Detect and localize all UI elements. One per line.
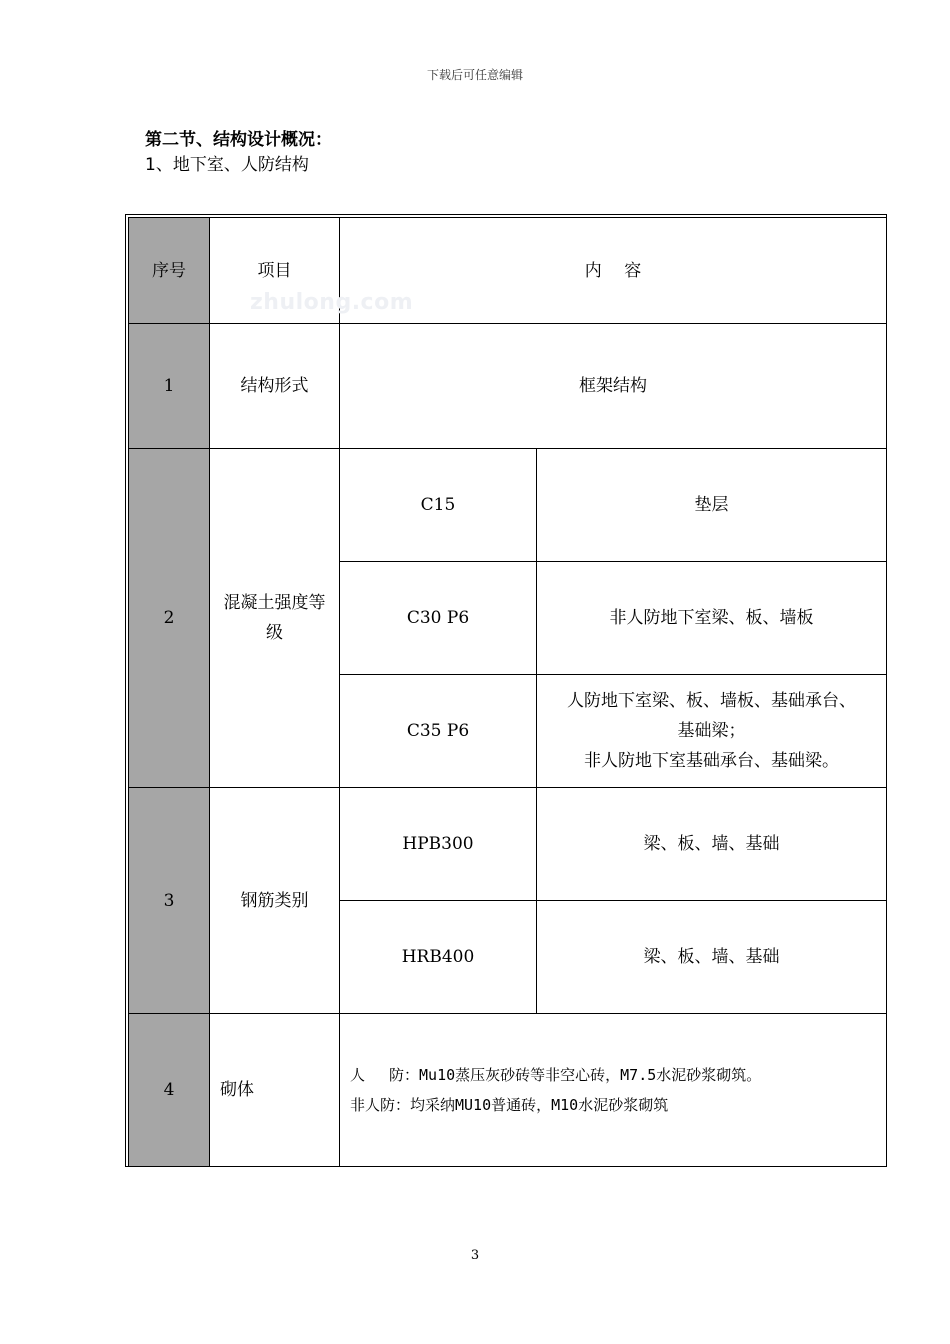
page-number: 3 [470, 1248, 480, 1263]
concrete-use [537, 675, 887, 788]
rebar-use [537, 788, 887, 901]
row-seq: 1 [129, 324, 210, 449]
concrete-use-line: 人防地下室梁、板、墙板、基础承台、 [567, 691, 856, 711]
table-row [129, 788, 887, 901]
concrete-use-line: 非人防地下室梁、板、墙板 [609, 608, 814, 628]
header-seq: 序号 [129, 218, 210, 324]
page-header-note: 下载后可任意编辑 [426, 68, 523, 82]
row-item: 结构形式 [210, 324, 340, 449]
table-row [129, 324, 887, 449]
concrete-use-line: 垫层 [694, 495, 729, 515]
row-item-text: 混凝土强度等级 [223, 593, 326, 643]
concrete-use-line: 非人防地下室基础承台、基础梁。 [584, 751, 839, 771]
concrete-grade: C35 P6 [340, 675, 537, 788]
table-row [129, 449, 887, 562]
rebar-use-line: 梁、板、墙、基础 [643, 834, 780, 854]
rebar-grade: HPB300 [340, 788, 537, 901]
structure-table [125, 214, 887, 1167]
concrete-use [537, 449, 887, 562]
watermark: zhulong.com [250, 290, 414, 315]
row-item: 砌体 [210, 1014, 340, 1167]
row-content: 框架结构 [340, 324, 887, 449]
concrete-use [537, 562, 887, 675]
rebar-use [537, 901, 887, 1014]
row-item [210, 449, 340, 788]
concrete-grade: C15 [340, 449, 537, 562]
row-seq: 3 [129, 788, 210, 1014]
table-header-row [129, 218, 887, 324]
masonry-content [340, 1014, 887, 1167]
masonry-line: 人 防：Mu10蒸压灰砂砖等非空心砖，M7.5水泥砂浆砌筑。 [350, 1066, 762, 1084]
masonry-line: 非人防：均采纳MU10普通砖，M10水泥砂浆砌筑 [350, 1096, 669, 1114]
rebar-grade: HRB400 [340, 901, 537, 1014]
table-row [129, 1014, 887, 1167]
section-title: 第二节、结构设计概况： [145, 130, 332, 150]
row-seq: 4 [129, 1014, 210, 1167]
header-content: 内 容 [340, 218, 887, 324]
row-seq: 2 [129, 449, 210, 788]
header-item: 项目 [210, 218, 340, 324]
concrete-grade: C30 P6 [340, 562, 537, 675]
concrete-use-line: 基础梁； [677, 721, 746, 741]
sub-title: 1、地下室、人防结构 [145, 155, 309, 175]
rebar-use-line: 梁、板、墙、基础 [643, 947, 780, 967]
row-item: 钢筋类别 [210, 788, 340, 1014]
